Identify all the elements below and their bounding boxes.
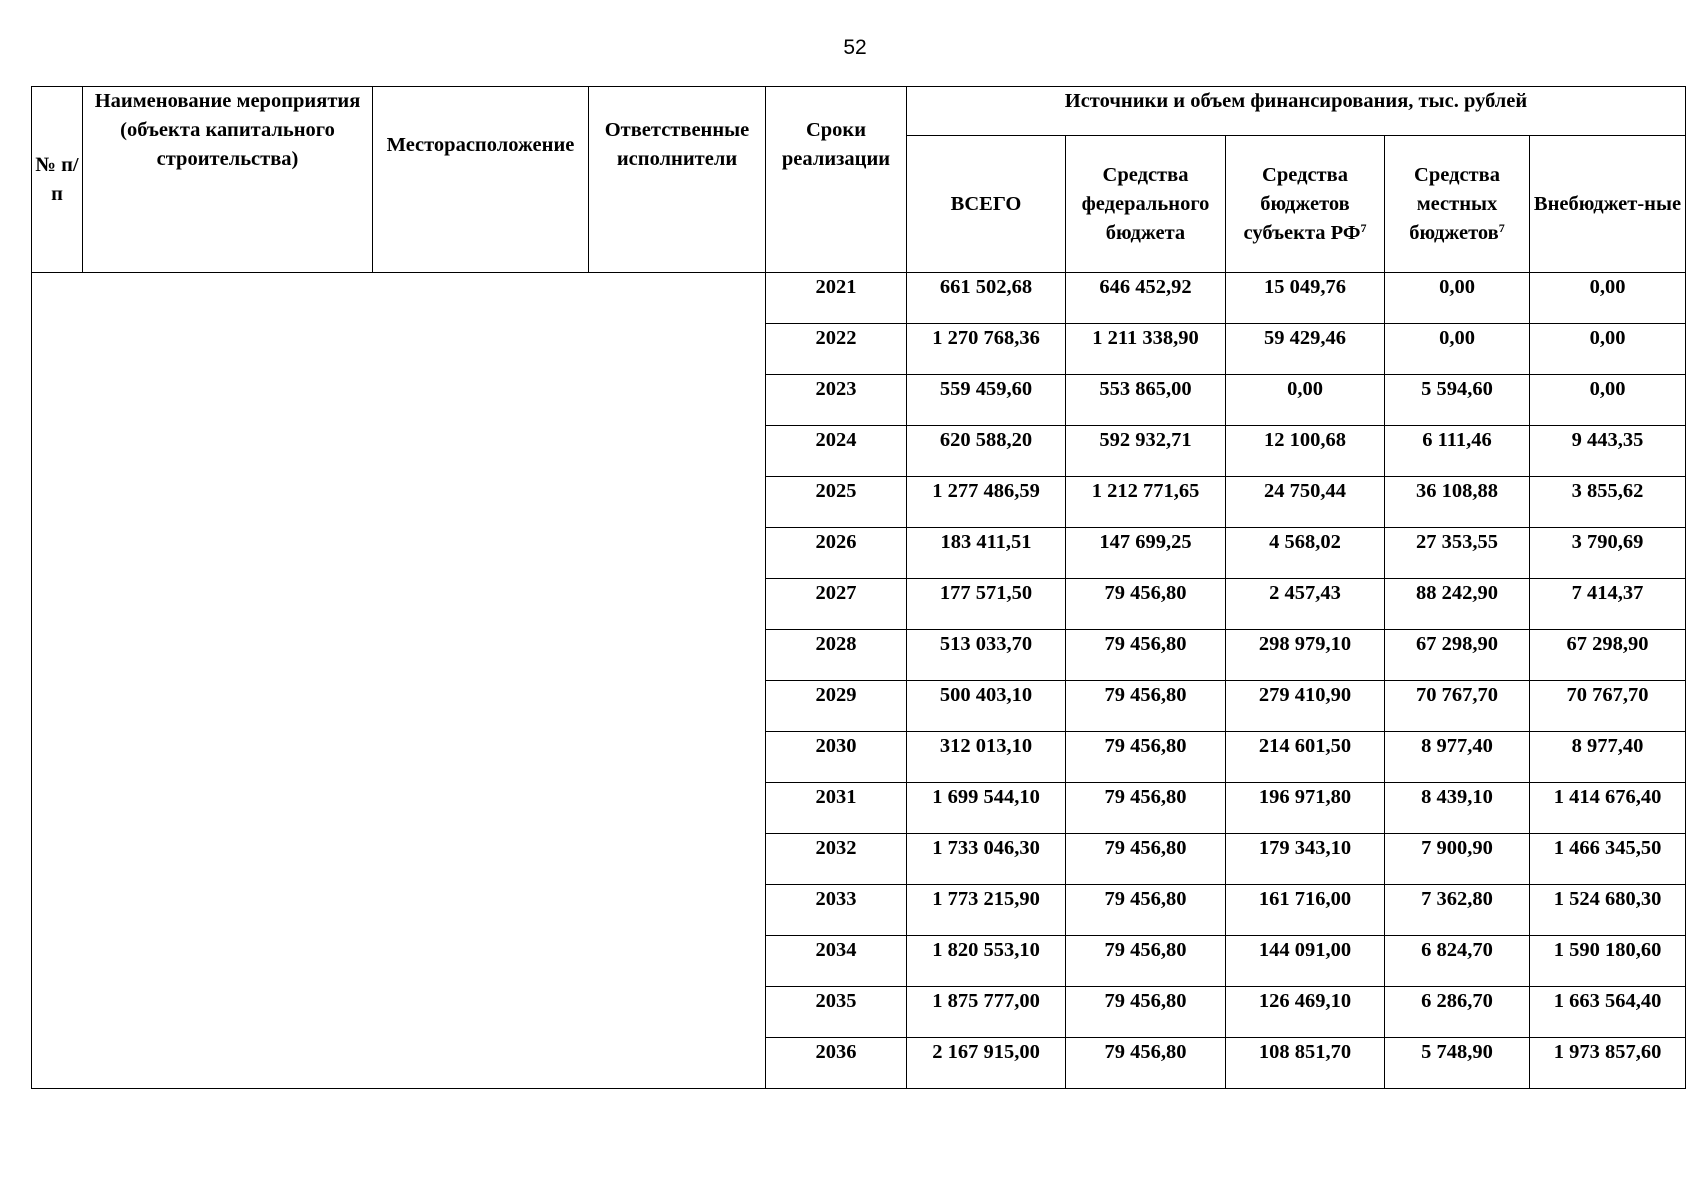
cell-local: 70 767,70 [1385,681,1530,732]
cell-local: 88 242,90 [1385,579,1530,630]
cell-extra: 70 767,70 [1530,681,1686,732]
cell-total: 183 411,51 [907,528,1066,579]
cell-total: 1 733 046,30 [907,834,1066,885]
cell-regional: 126 469,10 [1226,987,1385,1038]
cell-local: 67 298,90 [1385,630,1530,681]
cell-regional: 108 851,70 [1226,1038,1385,1089]
cell-year: 2021 [766,273,907,324]
cell-year: 2023 [766,375,907,426]
cell-federal: 79 456,80 [1066,834,1226,885]
cell-local: 27 353,55 [1385,528,1530,579]
merged-empty-cell [32,273,766,1089]
cell-year: 2036 [766,1038,907,1089]
cell-extra: 1 414 676,40 [1530,783,1686,834]
cell-total: 1 820 553,10 [907,936,1066,987]
cell-year: 2029 [766,681,907,732]
cell-extra: 0,00 [1530,375,1686,426]
cell-total: 1 699 544,10 [907,783,1066,834]
cell-local: 0,00 [1385,324,1530,375]
cell-regional: 15 049,76 [1226,273,1385,324]
cell-total: 1 773 215,90 [907,885,1066,936]
cell-local: 0,00 [1385,273,1530,324]
funding-table [31,86,1686,1089]
cell-regional: 4 568,02 [1226,528,1385,579]
cell-year: 2033 [766,885,907,936]
cell-federal: 553 865,00 [1066,375,1226,426]
cell-year: 2034 [766,936,907,987]
cell-extra: 8 977,40 [1530,732,1686,783]
header-federal: Средства федерального бюджета [1066,136,1226,273]
cell-regional: 214 601,50 [1226,732,1385,783]
cell-local: 5 594,60 [1385,375,1530,426]
cell-total: 2 167 915,00 [907,1038,1066,1089]
cell-extra: 7 414,37 [1530,579,1686,630]
cell-extra: 9 443,35 [1530,426,1686,477]
cell-local: 6 824,70 [1385,936,1530,987]
cell-year: 2031 [766,783,907,834]
cell-total: 620 588,20 [907,426,1066,477]
cell-local: 8 977,40 [1385,732,1530,783]
funding-rows [32,273,1686,1089]
header-local-label: Средства местных бюджетов [1409,163,1500,244]
header-funding-group: Источники и объем финансирования, тыс. рублей [907,87,1686,136]
cell-total: 1 270 768,36 [907,324,1066,375]
header-regional-label: Средства бюджетов субъекта РФ [1243,163,1361,244]
cell-total: 559 459,60 [907,375,1066,426]
cell-local: 6 286,70 [1385,987,1530,1038]
cell-extra: 1 524 680,30 [1530,885,1686,936]
cell-year: 2028 [766,630,907,681]
cell-total: 661 502,68 [907,273,1066,324]
cell-local: 7 900,90 [1385,834,1530,885]
header-name: Наименование мероприятия (объекта капитального строительства) [83,87,373,273]
header-row-1 [32,87,1686,136]
cell-extra: 1 466 345,50 [1530,834,1686,885]
header-local [1385,136,1530,273]
cell-total: 1 277 486,59 [907,477,1066,528]
cell-extra: 1 973 857,60 [1530,1038,1686,1089]
cell-federal: 79 456,80 [1066,1038,1226,1089]
cell-federal: 79 456,80 [1066,936,1226,987]
cell-extra: 3 790,69 [1530,528,1686,579]
cell-total: 312 013,10 [907,732,1066,783]
cell-regional: 196 971,80 [1226,783,1385,834]
cell-federal: 646 452,92 [1066,273,1226,324]
cell-regional: 144 091,00 [1226,936,1385,987]
cell-year: 2027 [766,579,907,630]
cell-federal: 592 932,71 [1066,426,1226,477]
header-period: Сроки реализации [766,87,907,273]
cell-federal: 1 211 338,90 [1066,324,1226,375]
header-total: ВСЕГО [907,136,1066,273]
cell-local: 36 108,88 [1385,477,1530,528]
cell-year: 2022 [766,324,907,375]
cell-total: 513 033,70 [907,630,1066,681]
cell-federal: 79 456,80 [1066,885,1226,936]
cell-local: 5 748,90 [1385,1038,1530,1089]
cell-year: 2032 [766,834,907,885]
cell-regional: 2 457,43 [1226,579,1385,630]
cell-year: 2025 [766,477,907,528]
cell-regional: 59 429,46 [1226,324,1385,375]
cell-extra: 1 590 180,60 [1530,936,1686,987]
header-regional [1226,136,1385,273]
cell-extra: 67 298,90 [1530,630,1686,681]
header-location: Месторасположение [373,87,589,273]
cell-regional: 298 979,10 [1226,630,1385,681]
cell-year: 2030 [766,732,907,783]
cell-federal: 79 456,80 [1066,630,1226,681]
cell-federal: 79 456,80 [1066,987,1226,1038]
header-extra: Внебюджет-ные [1530,136,1686,273]
cell-extra: 0,00 [1530,273,1686,324]
cell-federal: 79 456,80 [1066,681,1226,732]
header-responsible: Ответственные исполнители [589,87,766,273]
cell-local: 7 362,80 [1385,885,1530,936]
cell-federal: 79 456,80 [1066,579,1226,630]
cell-federal: 79 456,80 [1066,732,1226,783]
header-regional-footnote: 7 [1360,220,1367,235]
cell-extra: 1 663 564,40 [1530,987,1686,1038]
page-number: 52 [843,36,867,59]
cell-federal: 79 456,80 [1066,783,1226,834]
cell-regional: 12 100,68 [1226,426,1385,477]
cell-federal: 147 699,25 [1066,528,1226,579]
cell-regional: 24 750,44 [1226,477,1385,528]
cell-year: 2024 [766,426,907,477]
cell-regional: 279 410,90 [1226,681,1385,732]
cell-year: 2026 [766,528,907,579]
header-num: № п/п [32,87,83,273]
cell-federal: 1 212 771,65 [1066,477,1226,528]
cell-extra: 0,00 [1530,324,1686,375]
cell-extra: 3 855,62 [1530,477,1686,528]
cell-regional: 0,00 [1226,375,1385,426]
cell-year: 2035 [766,987,907,1038]
cell-total: 177 571,50 [907,579,1066,630]
cell-local: 8 439,10 [1385,783,1530,834]
table-row [32,273,1686,324]
header-local-footnote: 7 [1498,220,1505,235]
cell-local: 6 111,46 [1385,426,1530,477]
cell-regional: 161 716,00 [1226,885,1385,936]
cell-regional: 179 343,10 [1226,834,1385,885]
cell-total: 500 403,10 [907,681,1066,732]
cell-total: 1 875 777,00 [907,987,1066,1038]
